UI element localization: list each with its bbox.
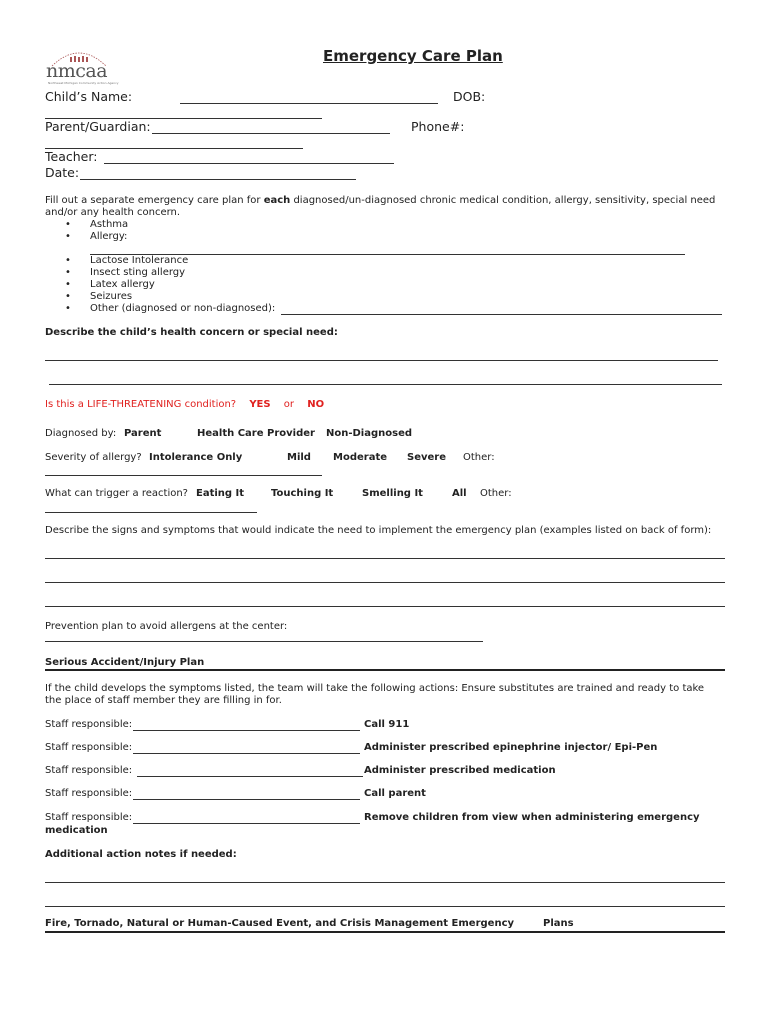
staff-action-5: Remove children from view when administering emergency bbox=[364, 812, 700, 823]
list-item: • Seizures bbox=[45, 291, 275, 303]
severity-other-label: Other: bbox=[463, 452, 495, 463]
list-item: • Other (diagnosed or non-diagnosed): bbox=[45, 303, 275, 315]
list-item: • Allergy: bbox=[45, 231, 128, 243]
severity-option-mild[interactable]: Mild bbox=[287, 452, 311, 463]
instructions-pre: Fill out a separate emergency care plan for bbox=[45, 195, 264, 206]
instructions-bold: each bbox=[263, 195, 291, 206]
severity-label: Severity of allergy? bbox=[45, 452, 142, 463]
severity-option-moderate[interactable]: Moderate bbox=[333, 452, 388, 463]
diagnosed-label: Diagnosed by: bbox=[45, 428, 117, 439]
severity-option-intolerance[interactable]: Intolerance Only bbox=[149, 452, 243, 463]
child-name-field[interactable] bbox=[180, 103, 438, 104]
or-text: or bbox=[283, 399, 295, 410]
prevention-label: Prevention plan to avoid allergens at the center: bbox=[45, 621, 288, 632]
parent-guardian-label: Parent/Guardian: bbox=[45, 119, 151, 134]
staff-label-1: Staff responsible: bbox=[45, 719, 133, 730]
list-item: • Latex allergy bbox=[45, 279, 275, 291]
describe-label: Describe the child’s health concern or special need: bbox=[45, 327, 338, 338]
signs-label: Describe the signs and symptoms that would indicate the need to implement the emergency plan (examples listed on back of form): bbox=[45, 525, 712, 536]
staff-action-3: Administer prescribed medication bbox=[364, 765, 556, 776]
staff-label-5: Staff responsible: bbox=[45, 812, 133, 823]
instructions-line1 bbox=[45, 195, 715, 206]
serious-heading: Serious Accident/Injury Plan bbox=[45, 657, 205, 668]
other-condition-field[interactable] bbox=[281, 314, 722, 315]
severity-other-field[interactable] bbox=[45, 475, 322, 476]
date-label: Date: bbox=[45, 165, 80, 180]
staff-label-2: Staff responsible: bbox=[45, 742, 133, 753]
trigger-other-field[interactable] bbox=[45, 512, 257, 513]
signs-line-2[interactable] bbox=[45, 582, 725, 583]
conditions-list-first bbox=[45, 219, 128, 243]
staff-field-2[interactable] bbox=[133, 753, 360, 754]
staff-field-4[interactable] bbox=[133, 799, 360, 800]
serious-heading-rule bbox=[45, 669, 725, 671]
no-option[interactable]: NO bbox=[307, 399, 325, 410]
diagnosed-option-provider[interactable]: Health Care Provider bbox=[197, 428, 315, 439]
describe-line-2[interactable] bbox=[49, 384, 722, 385]
page-title: Emergency Care Plan bbox=[323, 47, 503, 65]
notes-line-2[interactable] bbox=[45, 906, 725, 907]
diagnosed-option-non-diagnosed[interactable]: Non-Diagnosed bbox=[326, 428, 413, 439]
instructions-line2: and/or any health concern. bbox=[45, 207, 181, 218]
phone-label: Phone#: bbox=[411, 119, 465, 134]
severity-option-severe[interactable]: Severe bbox=[407, 452, 446, 463]
staff-label-4: Staff responsible: bbox=[45, 788, 133, 799]
footer-heading-tail: Plans bbox=[543, 918, 574, 929]
dob-label: DOB: bbox=[453, 89, 486, 104]
additional-notes-label: Additional action notes if needed: bbox=[45, 849, 237, 860]
staff-action-5-cont: medication bbox=[45, 825, 108, 836]
trigger-option-eating[interactable]: Eating It bbox=[196, 488, 245, 499]
trigger-other-label: Other: bbox=[480, 488, 512, 499]
staff-action-2: Administer prescribed epinephrine injector/ Epi-Pen bbox=[364, 742, 658, 753]
teacher-label: Teacher: bbox=[45, 149, 98, 164]
teacher-field[interactable] bbox=[104, 163, 394, 164]
trigger-option-all[interactable]: All bbox=[452, 488, 467, 499]
logo-text: nmcaa bbox=[46, 60, 108, 82]
life-threatening-row bbox=[45, 399, 324, 410]
staff-field-3[interactable] bbox=[137, 776, 363, 777]
list-item: • Lactose Intolerance bbox=[45, 255, 275, 267]
life-threatening-question: Is this a LIFE-THREATENING condition? bbox=[45, 399, 237, 410]
serious-text-line2: the place of staff member they are filling in for. bbox=[45, 695, 282, 706]
staff-action-4: Call parent bbox=[364, 788, 426, 799]
staff-label-3: Staff responsible: bbox=[45, 765, 133, 776]
footer-heading-rule bbox=[45, 931, 725, 933]
signs-line-3[interactable] bbox=[45, 606, 725, 607]
prevention-field[interactable] bbox=[45, 641, 483, 642]
describe-line-1[interactable] bbox=[45, 360, 718, 361]
conditions-list-rest bbox=[45, 255, 275, 315]
list-item: • Insect sting allergy bbox=[45, 267, 275, 279]
yes-option[interactable]: YES bbox=[249, 399, 271, 410]
date-field[interactable] bbox=[80, 179, 356, 180]
diagnosed-option-parent[interactable]: Parent bbox=[124, 428, 162, 439]
logo bbox=[42, 44, 119, 85]
notes-line-1[interactable] bbox=[45, 882, 725, 883]
signs-line-1[interactable] bbox=[45, 558, 725, 559]
instructions-post: diagnosed/un-diagnosed chronic medical condition, allergy, sensitivity, special need bbox=[290, 195, 716, 206]
serious-text-line1: If the child develops the symptoms listed, the team will take the following actions: Ensure substitutes are trained and ready to take bbox=[45, 683, 705, 694]
logo-subtitle: Northwest Michigan Community Action Agency bbox=[48, 81, 119, 85]
staff-action-1: Call 911 bbox=[364, 719, 410, 730]
staff-field-1[interactable] bbox=[133, 730, 360, 731]
trigger-option-touching[interactable]: Touching It bbox=[271, 488, 334, 499]
trigger-label: What can trigger a reaction? bbox=[45, 488, 188, 499]
footer-heading: Fire, Tornado, Natural or Human-Caused Event, and Crisis Management Emergency bbox=[45, 918, 515, 929]
child-name-label: Child’s Name: bbox=[45, 89, 133, 104]
trigger-option-smelling[interactable]: Smelling It bbox=[362, 488, 423, 499]
list-item: • Asthma bbox=[45, 219, 128, 231]
parent-guardian-field[interactable] bbox=[152, 133, 390, 134]
staff-field-5[interactable] bbox=[133, 823, 360, 824]
